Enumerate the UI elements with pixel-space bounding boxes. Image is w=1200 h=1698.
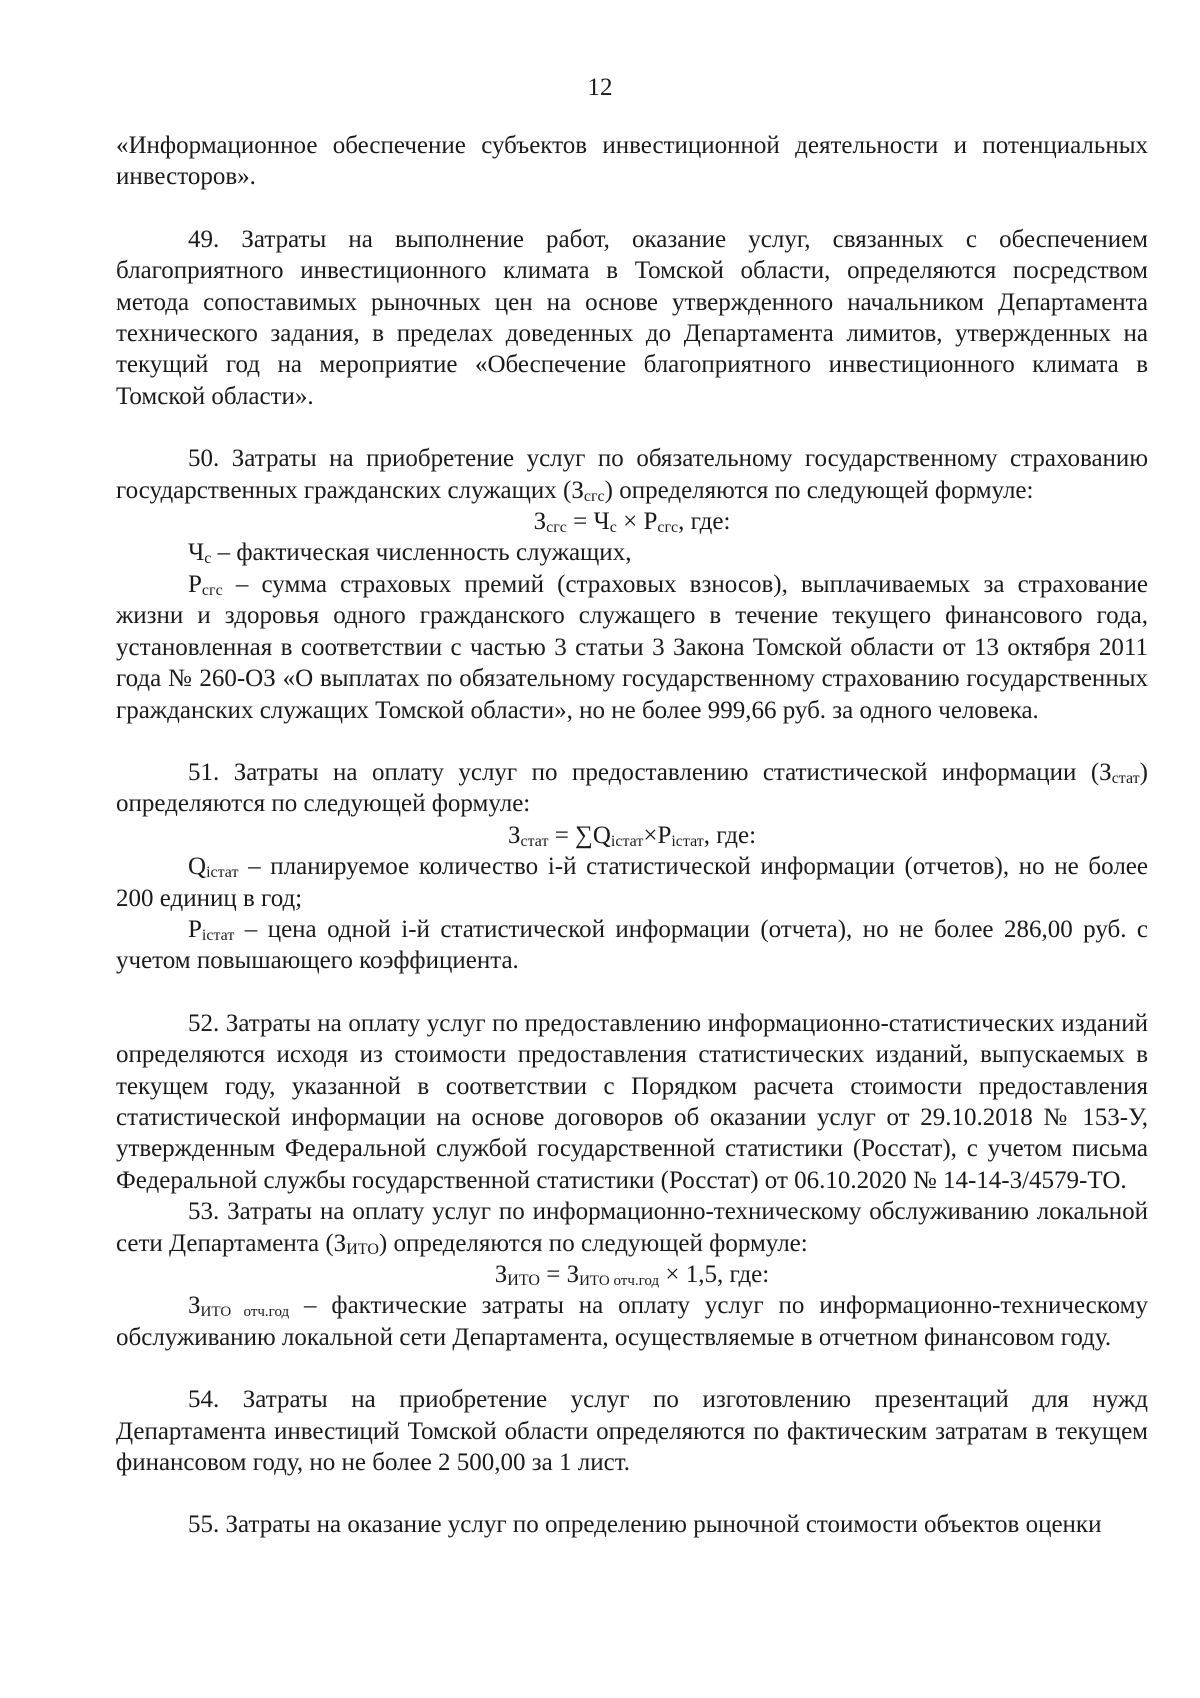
formula-51: [116, 820, 1148, 851]
formula-51-tail: , где:: [703, 821, 757, 849]
p51-def2-sym: P: [188, 915, 202, 943]
formula-50: [116, 506, 1148, 537]
p50-text-before: 50. Затраты на приобретение услуг по обязательному государственному страхованию государственных гражданских служащих (З: [116, 445, 1148, 504]
p53-def1-sub: ИТО отч.год: [200, 1304, 290, 1321]
p53-text-before: 53. Затраты на оплату услуг по информационно-техническому обслуживанию локальной сети Департамента (З: [116, 1198, 1148, 1257]
p51-def1-sub: iстат: [206, 864, 239, 882]
paragraph-55: 55. Затраты на оказание услуг по определению рыночной стоимости объектов оценки: [188, 1511, 1102, 1539]
p50-def2-sym: Р: [188, 570, 202, 598]
formula-53-z-sub: ИТО: [507, 1272, 540, 1289]
p50-definition-2: [116, 569, 1148, 726]
paragraph-52: 52. Затраты на оплату услуг по предоставлению информационно-статистических изданий определяются исходя из стоимости предоставления статистических изданий, выпускаемых в текущем году, указанной в соответствии с Порядком расчета стоимости предоставления статистической информации на основе договоров об оказании услуг от 29.10.2018 № 153-У, утвержденным Федеральной службой государственной статистики (Росстат), с учетом письма Федеральной службы государственной статистики (Росстат) от 06.10.2020 № 14-14-3/4579-ТО.: [116, 1009, 1148, 1194]
p53-sub: ИТО: [346, 1240, 379, 1258]
p51-sub: стат: [1111, 769, 1140, 787]
p51-def2-sub: iстат: [201, 926, 235, 944]
p51-definition-1: [116, 851, 1148, 914]
p50-sub: сгс: [583, 487, 605, 505]
formula-50-p-sub: сгс: [657, 519, 679, 537]
p50-def2-sub: сгс: [201, 581, 223, 599]
formula-50-tail: , где:: [678, 508, 731, 536]
formula-53-z: З: [494, 1261, 508, 1288]
p50-def2-text: – сумма страховых премий (страховых взносов), выплачиваемых за страхование жизни и здоровья одного гражданского служащего в течение текущего финансового года, установленная в соответствии с частью 3 статьи 3 Закона Томской области от 13 октября 2011 года № 260-ОЗ «О выплатах по обязательному государственному страхованию государственных гражданских служащих Томской области», но не более 999,66 руб. за одного человека.: [116, 570, 1148, 724]
p51-def1-text: – планируемое количество i-й статистической информации (отчетов), но не более 200 единиц в год;: [116, 853, 1148, 912]
p51-def2-text: – цена одной i-й статистической информации (отчета), но не более 286,00 руб. с учетом повышающего коэффициента.: [116, 915, 1148, 975]
intro-paragraph: «Информационное обеспечение субъектов инвестиционной деятельности и потенциальных инвесторов».: [116, 132, 1148, 191]
formula-50-z: З: [533, 508, 547, 536]
formula-51-p-sub: iстат: [671, 832, 704, 850]
p53-def1-sym: З: [188, 1292, 201, 1320]
p50-definition-1: [116, 537, 1148, 568]
p50-text-after: ) определяются по следующей формуле:: [604, 476, 1034, 504]
paragraph-53: [116, 1196, 1148, 1259]
page-number: 12: [587, 74, 613, 101]
p51-text-before: 51. Затраты на оплату услуг по предоставлению статистической информации (З: [188, 758, 1112, 786]
p51-text-after: ) определяются по следующей формуле:: [116, 758, 1148, 818]
formula-50-eq: = Ч: [566, 508, 610, 536]
formula-51-times: ×P: [643, 821, 672, 849]
p53-def1-text: – фактические затраты на оплату услуг по информационно-техническому обслуживанию локальной сети Департамента, осуществляемые в отчетном финансовом году.: [116, 1292, 1148, 1351]
p50-def1-sym: Ч: [188, 539, 205, 567]
formula-53-eq: = З: [539, 1261, 580, 1288]
p53-definition-1: [116, 1290, 1148, 1353]
p50-def1-text: – фактическая численность служащих,: [211, 539, 632, 567]
document-body: [116, 130, 1148, 1541]
p51-definition-2: [116, 914, 1148, 977]
formula-51-q-sub: iстат: [610, 832, 644, 850]
formula-50-z-sub: сгс: [546, 519, 567, 537]
p53-text-after: ) определяются по следующей формуле:: [378, 1229, 808, 1257]
formula-53: [116, 1259, 1148, 1290]
formula-51-z: З: [507, 821, 521, 849]
p50-def1-sub: с: [204, 550, 212, 568]
formula-50-ch-sub: с: [609, 519, 617, 537]
formula-51-eq: = ∑Q: [548, 821, 611, 849]
formula-53-z2-sub: ИТО отч.год: [579, 1273, 660, 1289]
paragraph-54: 54. Затраты на приобретение услуг по изготовлению презентаций для нужд Департамента инвестиций Томской области определяются по фактическим затратам в текущем финансовом году, но не более 2 500,00 за 1 лист.: [116, 1386, 1148, 1477]
paragraph-51: [116, 757, 1148, 820]
formula-50-times: × Р: [616, 508, 658, 536]
formula-53-tail: × 1,5, где:: [659, 1261, 770, 1288]
paragraph-50: [116, 443, 1148, 506]
formula-51-z-sub: стат: [520, 832, 549, 850]
paragraph-49: 49. Затраты на выполнение работ, оказание услуг, связанных с обеспечением благоприятного инвестиционного климата в Томской области, определяются посредством метода сопоставимых рыночных цен на основе утвержденного начальником Департамента технического задания, в пределах доведенных до Департамента лимитов, утвержденных на текущий год на мероприятие «Обеспечение благоприятного инвестиционного климата в Томской области».: [116, 225, 1148, 410]
p51-def1-sym: Q: [188, 853, 207, 881]
